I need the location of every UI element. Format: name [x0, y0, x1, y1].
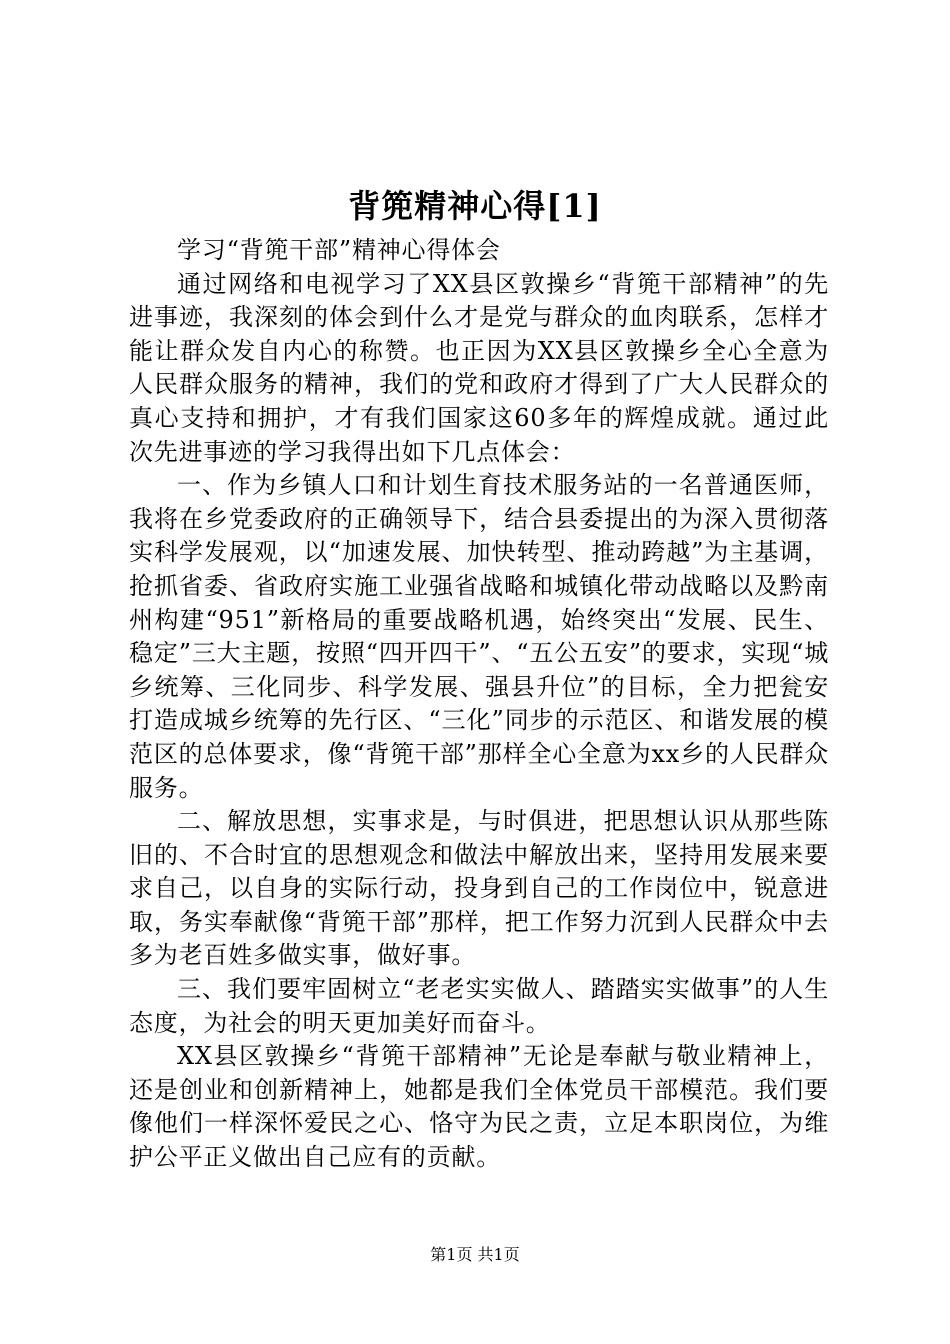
page-title: 背篼精神心得[1] — [348, 187, 602, 225]
page-number-footer: 第1页 共1页 — [430, 1245, 520, 1264]
paragraph-point-three: 三、我们要牢固树立“老老实实做人、踏踏实实做事”的人生态度，为社会的明天更加美好而奋斗。 — [129, 975, 829, 1037]
paragraph-point-two: 二、解放思想，实事求是，与时俱进，把思想认识从那些陈旧的、不合时宜的思想观念和做法中解放出来，坚持用发展来要求自己，以自身的实际行动，投身到自己的工作岗位中，锐意进取，务实奉献像“背篼干部”那样，把工作努力沉到人民群众中去多为老百姓多做实事，做好事。 — [129, 807, 829, 970]
paragraph-conclusion: XX县区敦操乡“背篼干部精神”无论是奉献与敬业精神上，还是创业和创新精神上，她都是我们全体党员干部模范。我们要像他们一样深怀爱民之心、恪守为民之责，立足本职岗位，为维护公平正义做出自己应有的贡献。 — [129, 1042, 829, 1172]
paragraph-intro: 通过网络和电视学习了XX县区敦操乡“背篼干部精神”的先进事迹，我深刻的体会到什么才是党与群众的血肉联系，怎样才能让群众发自内心的称赞。也正因为XX县区敦操乡全心全意为人民群众服务的精神，我们的党和政府才得到了广大人民群众的真心支持和拥护，才有我们国家这60多年的辉煌成就。通过此次先进事迹的学习我得出如下几点体会： — [129, 269, 829, 466]
paragraph-point-one: 一、作为乡镇人口和计划生育技术服务站的一名普通医师，我将在乡党委政府的正确领导下，结合县委提出的为深入贯彻落实科学发展观，以“加速发展、加快转型、推动跨越”为主基调，抢抓省委、省政府实施工业强省战略和城镇化带动战略以及黔南州构建“951”新格局的重要战略机遇，始终突出“发展、民生、稳定”三大主题，按照“四开四干”、“五公五安”的要求，实现“城乡统筹、三化同步、科学发展、强县升位”的目标，全力把瓮安打造成城乡统筹的先行区、“三化”同步的示范区、和谐发展的模范区的总体要求，像“背篼干部”那样全心全意为xx乡的人民群众服务。 — [129, 471, 829, 802]
paragraph-subtitle: 学习“背篼干部”精神心得体会 — [177, 236, 501, 264]
document-body — [129, 234, 829, 1175]
